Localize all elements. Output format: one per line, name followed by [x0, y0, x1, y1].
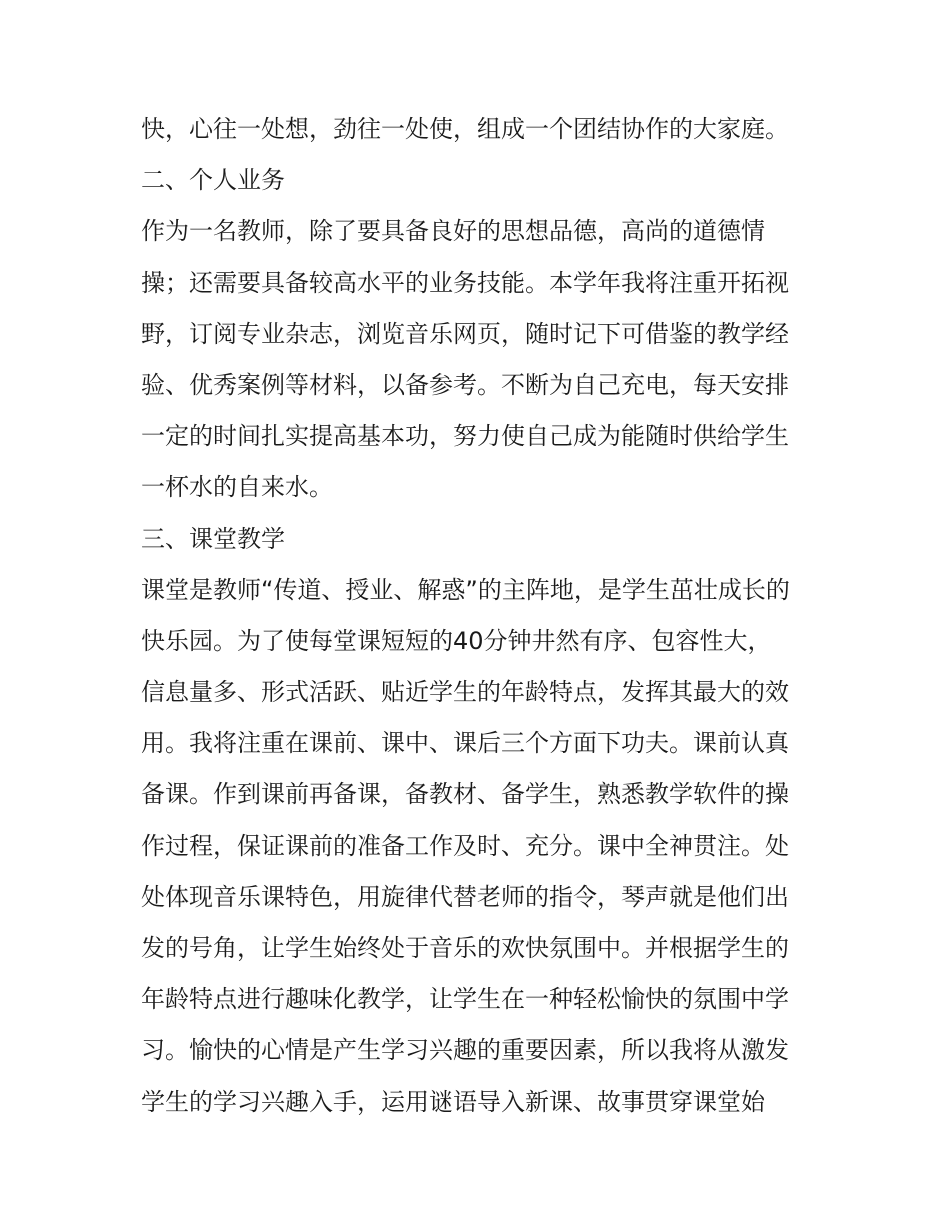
- paragraph-line: 作为一名教师，除了要具备良好的思想品德，高尚的道德情: [141, 217, 765, 246]
- paragraph-line: 操；还需要具备较高水平的业务技能。本学年我将注重开拓视: [141, 268, 789, 297]
- paragraph-line: 野，订阅专业杂志，浏览音乐网页，随时记下可借鉴的教学经: [141, 319, 789, 348]
- paragraph-line: 作过程，保证课前的准备工作及时、充分。课中全神贯注。处: [141, 831, 789, 860]
- paragraph-line: 学生的学习兴趣入手，运用谜语导入新课、故事贯穿课堂始: [141, 1087, 765, 1116]
- paragraph-line: 快，心往一处想，劲往一处使，组成一个团结协作的大家庭。: [141, 115, 789, 143]
- paragraph-line: 年龄特点进行趣味化教学，让学生在一种轻松愉快的氛围中学: [141, 985, 789, 1014]
- paragraph-line: 备课。作到课前再备课，备教材、备学生，熟悉教学软件的操: [141, 780, 789, 809]
- paragraph-line: 课堂是教师“传道、授业、解惑”的主阵地，是学生茁壮成长的: [141, 575, 790, 604]
- paragraph-line: 习。愉快的心情是产生学习兴趣的重要因素，所以我将从激发: [141, 1036, 789, 1065]
- paragraph-line: 验、优秀案例等材料，以备参考。不断为自己充电，每天安排: [141, 370, 789, 399]
- body-text: [141, 104, 821, 1128]
- paragraph-line: 处体现音乐课特色，用旋律代替老师的指令，琴声就是他们出: [141, 882, 789, 911]
- section-heading-personal-work: 二、个人业务: [141, 166, 285, 195]
- paragraph-line: 信息量多、形式活跃、贴近学生的年龄特点，发挥其最大的效: [141, 678, 789, 707]
- paragraph-line: 一定的时间扎实提高基本功，努力使自己成为能随时供给学生: [141, 422, 789, 451]
- paragraph-line: 发的号角，让学生始终处于音乐的欢快氛围中。并根据学生的: [141, 934, 789, 962]
- paragraph-line: 用。我将注重在课前、课中、课后三个方面下功夫。课前认真: [141, 729, 789, 758]
- paragraph-line: 快乐园。为了使每堂课短短的40分钟井然有序、包容性大，: [141, 626, 772, 655]
- paragraph-line: 一杯水的自来水。: [141, 473, 333, 502]
- section-heading-classroom-teaching: 三、课堂教学: [141, 524, 285, 553]
